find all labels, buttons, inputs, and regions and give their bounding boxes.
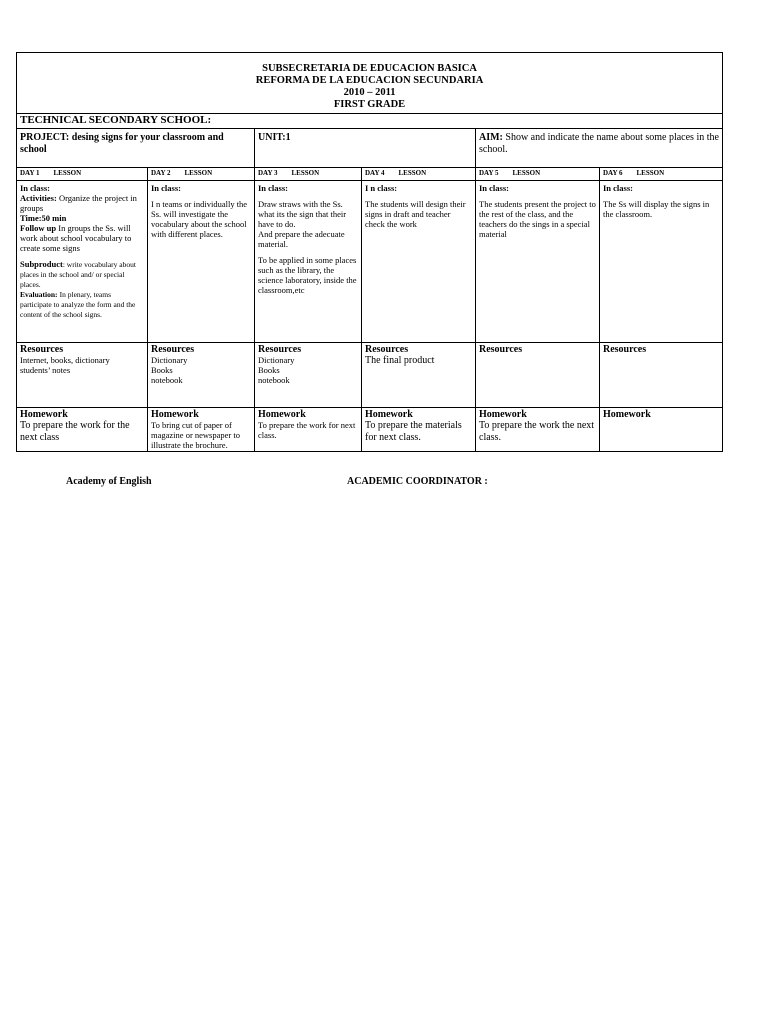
header-line-4: FIRST GRADE [333,99,406,110]
day-3-in-class [255,181,362,343]
in-class-label: In class: [20,183,50,193]
day-5-in-class [476,181,600,343]
evaluation-text: In plenary, teams participate to analyze the form and the content of the school signs. [20,290,136,319]
resource-item: students’ notes [20,365,71,375]
day-2-homework [148,408,255,452]
homework-label: Homework [365,409,413,420]
day-5-header: DAY 5 LESSON [476,168,600,181]
subproduct-text: : write vocabulary about places in the school and/ or special places. [20,260,136,289]
resource-item: Books [151,365,173,375]
resource-item: notebook [258,375,290,385]
day-1-resources [17,343,148,408]
aim-value: Show and indicate the name about some places in the school. [479,132,719,155]
day-5-resources [476,343,600,408]
resource-item: Dictionary [258,355,295,365]
day-4-in-class [362,181,476,343]
resources-label: Resources [365,344,409,355]
in-class-label: In class: [603,183,633,193]
resource-item: Dictionary [151,355,188,365]
day-1-header: DAY 1 LESSON [17,168,148,181]
resources-label: Resources [603,344,647,355]
day-2-resources [148,343,255,408]
evaluation-label: Evaluation: [20,290,58,299]
footer-academy: Academy of English [66,476,152,487]
in-class-row [17,181,723,343]
aim-label: AIM: [479,132,503,143]
lesson-plan-table [16,52,723,452]
in-class-text-1: Draw straws with the Ss. what its the sign that their have to do. [258,199,347,229]
day-4-header: DAY 4 LESSON [362,168,476,181]
header-line-3: 2010 – 2011 [343,87,396,98]
in-class-label: In class: [151,183,181,193]
homework-text: To prepare the materials for next class. [365,420,462,443]
resources-row [17,343,723,408]
time-text: Time:50 min [20,213,67,223]
resource-item: The final product [365,355,435,366]
header-line-1: SUBSECRETARIA DE EDUCACION BASICA [262,63,477,74]
days-row [17,168,723,181]
day-1-in-class [17,181,148,343]
day-1-homework [17,408,148,452]
footer-coordinator: ACADEMIC COORDINATOR : [347,476,488,487]
resource-item: Internet, books, dictionary [20,355,110,365]
homework-label: Homework [151,409,199,420]
aim-cell [476,129,723,168]
day-6-header: DAY 6 LESSON [600,168,723,181]
homework-text: To bring cut of paper of magazine or newspaper to illustrate the brochure. [151,420,240,450]
day-3-homework [255,408,362,452]
follow-up-text: In groups the Ss. will work about school vocabulary to create some signs [20,223,132,253]
day-6-homework [600,408,723,452]
resources-label: Resources [258,344,302,355]
day-3-resources [255,343,362,408]
project-cell [17,129,255,168]
day-6-in-class [600,181,723,343]
resource-item: Books [258,365,280,375]
follow-up-label: Follow up [20,223,57,233]
resources-label: Resources [20,344,64,355]
in-class-label: In class: [258,183,288,193]
homework-text: To prepare the work for next class. [258,420,356,440]
day-3-header: DAY 3 LESSON [255,168,362,181]
in-class-text: I n teams or individually the Ss. will investigate the vocabulary about the school with different places. [151,199,248,239]
homework-label: Homework [479,409,527,420]
in-class-text: The Ss will display the signs in the classroom. [603,199,710,219]
day-4-homework [362,408,476,452]
project-row [17,129,723,168]
lesson-plan-sheet [16,52,722,452]
unit-cell: UNIT:1 [255,129,476,168]
project-label: PROJECT: [20,132,70,143]
document-header [17,53,723,114]
day-4-resources [362,343,476,408]
day-2-in-class [148,181,255,343]
homework-row [17,408,723,452]
header-row [17,53,723,114]
resource-item: notebook [151,375,183,385]
activities-text: Organize the project in groups [20,193,137,213]
in-class-label: I n class: [365,183,398,193]
subproduct-label: Subproduct [20,259,63,269]
school-row [17,114,723,129]
in-class-text: The students will design their signs in draft and teacher check the work [365,199,466,229]
resources-label: Resources [479,344,523,355]
school-name: TECHNICAL SECONDARY SCHOOL: [17,114,723,129]
homework-label: Homework [20,409,68,420]
project-value: desing signs for your classroom and school [20,132,224,155]
day-6-resources [600,343,723,408]
in-class-label: In class: [479,183,509,193]
homework-label: Homework [603,409,651,420]
activities-label: Activities: [20,193,57,203]
homework-label: Homework [258,409,306,420]
resources-label: Resources [151,344,195,355]
homework-text: To prepare the work the next class. [479,420,595,443]
day-5-homework [476,408,600,452]
in-class-text-3: To be applied in some places such as the library, the science laboratory, inside the classroom,etc [258,255,357,295]
in-class-text: The students present the project to the rest of the class, and the teachers do the sings in a special material [479,199,596,239]
homework-text: To prepare the work for the next class [20,420,130,443]
in-class-text-2: And prepare the adecuate material. [258,229,345,249]
day-2-header: DAY 2 LESSON [148,168,255,181]
header-line-2: REFORMA DE LA EDUCACION SECUNDARIA [255,75,484,86]
